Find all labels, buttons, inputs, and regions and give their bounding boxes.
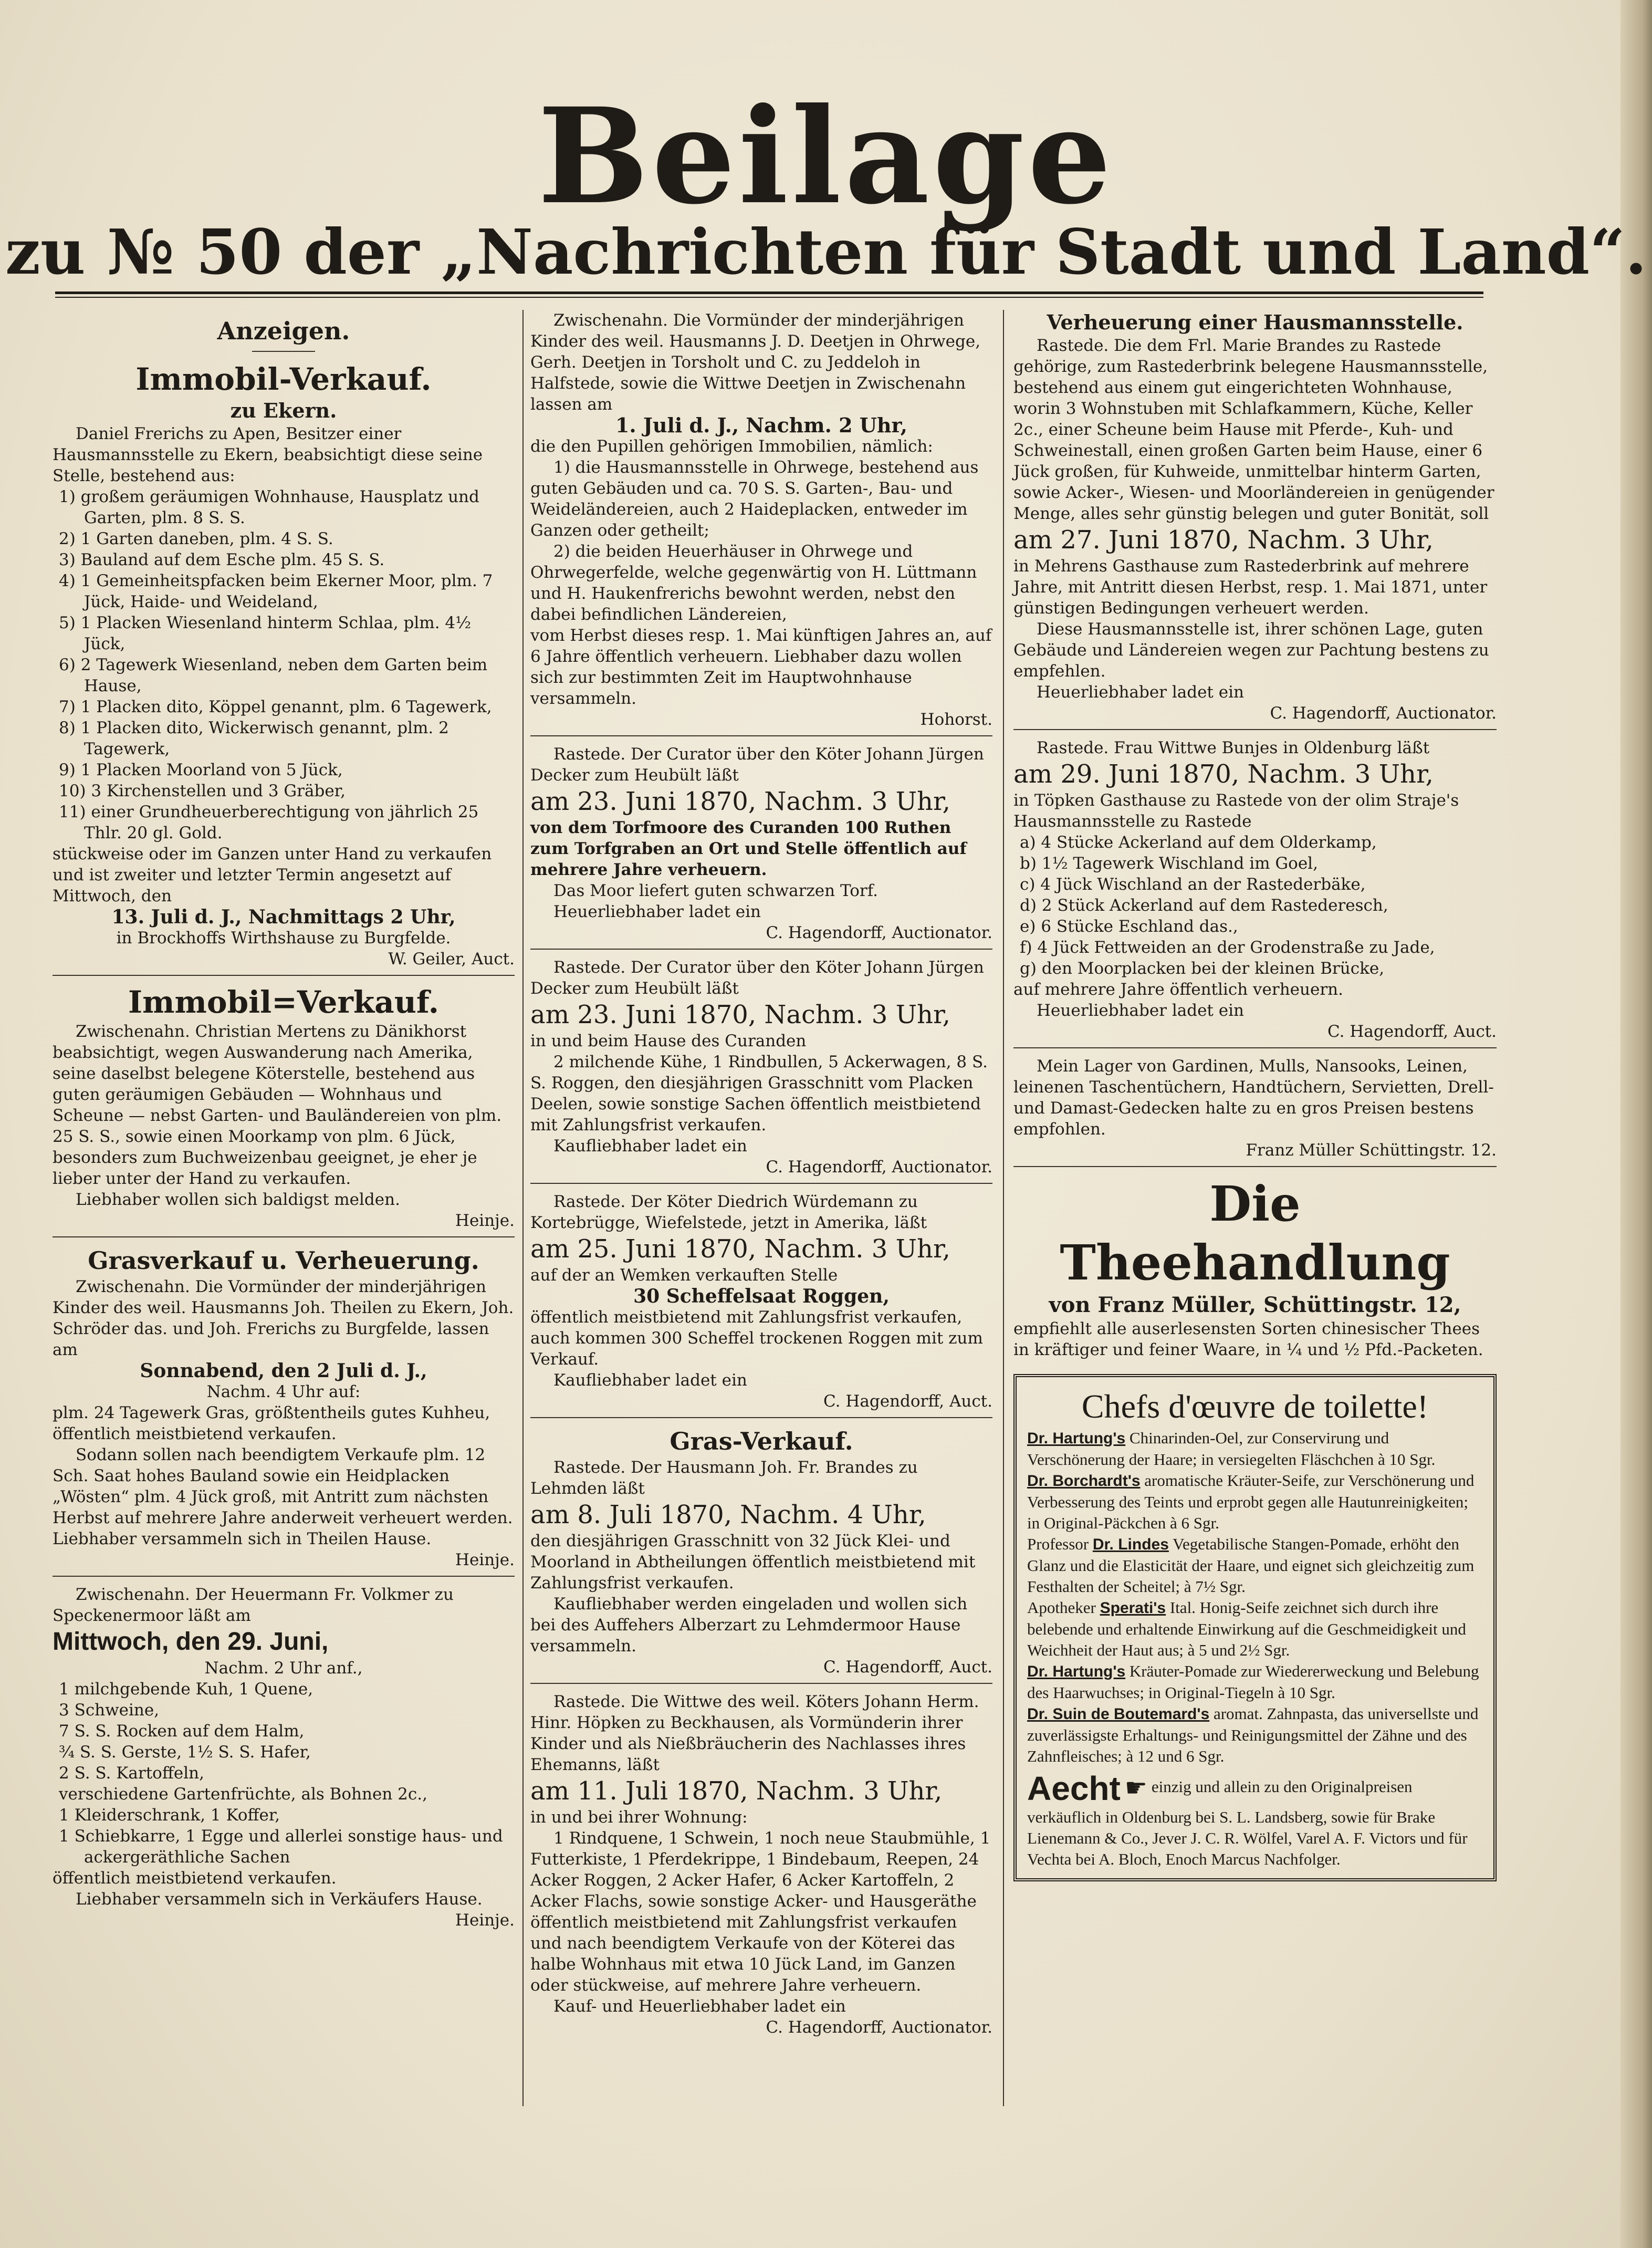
ad-text: 1) die Hausmannsstelle in Ohrwege, bestehend aus guten Gebäuden und ca. 70 S. S. Garten-, Bau- und Weideländereien, auch 2 Haideplacken, entweder im Ganzen oder getheilt; xyxy=(530,458,979,540)
ad-text: in und bei ihrer Wohnung: xyxy=(530,1808,748,1827)
ad-title: Immobil-Verkauf. xyxy=(135,361,432,397)
ad-text: Rastede. Der Curator über den Köter Johann Jürgen Decker zum Heubült läßt xyxy=(530,745,984,785)
product-name: Dr. Suin de Boutemard's xyxy=(1027,1705,1210,1723)
section-heading-anzeigen: Anzeigen. xyxy=(217,317,350,345)
ad-text: öffentlich meistbietend mit Zahlungsfrist verkaufen, auch kommen 300 Scheffel trockenen Roggen mit zum Verkauf. xyxy=(530,1308,983,1369)
ad-text: Mein Lager von Gardinen, Mulls, Nansooks, Leinen, leinenen Taschentüchern, Handtüchern, Servietten, Drell- und Damast-Gedecken halte zu en gros Preisen bestens empfohlen. xyxy=(1013,1057,1494,1139)
column-divider xyxy=(522,310,524,2106)
ad-chefs-doeuvre-box xyxy=(1013,1374,1497,1881)
ad-immobil-verkauf-daenikhorst xyxy=(53,983,515,1237)
ad-text: Heuerliebhaber ladet ein xyxy=(553,902,761,921)
ad-text: Nachm. 4 Uhr auf: xyxy=(206,1382,361,1401)
masthead-subtitle: zu № 50 der „Nachrichten für Stadt und Land“. xyxy=(5,215,1647,288)
ad-text: Heuerliebhaber ladet ein xyxy=(1037,683,1244,702)
ad-text: Sodann sollen nach beendigtem Verkaufe plm. 12 Sch. Saat hohes Bauland sowie ein Heidplacken „Wösten“ plm. 4 Jück groß, mit Antritt zum nächsten Herbst auf mehrere Jahre anderweit verheuert werden. Liebhaber versammeln sich in Theilen Hause. xyxy=(53,1445,513,1548)
ad-text: Das Moor liefert guten schwarzen Torf. xyxy=(553,881,878,900)
list-item: 1 Schiebkarre, 1 Egge und allerlei sonstige haus- und ackergeräthliche Sachen xyxy=(59,1827,503,1867)
list-item: g) den Moorplacken bei der kleinen Brücke, xyxy=(1020,959,1385,978)
ad-mittwoch-verkauf xyxy=(53,1584,515,1931)
ad-text: Kaufliebhaber werden eingeladen und wollen sich bei des Auffehers Alberzart zu Lehmdermoor Hause versammeln. xyxy=(530,1595,968,1656)
ad-verheuerung-bunjes xyxy=(1013,737,1497,1048)
ad-text: 2 milchende Kühe, 1 Rindbullen, 5 Ackerwagen, 8 S. S. Roggen, den diesjährigen Grasschnitt vom Placken Deelen, sowie sonstige Sachen öffentlich meistbietend mit Zahlungsfrist verkaufen. xyxy=(530,1053,988,1135)
column-3 xyxy=(1013,310,1497,1881)
ad-signature: C. Hagendorff, Auctionator. xyxy=(766,2018,992,2037)
ad-signature: Hohorst. xyxy=(920,710,992,729)
divider xyxy=(252,351,315,352)
ad-title: Immobil=Verkauf. xyxy=(128,984,439,1020)
ad-title: Grasverkauf u. Verheuerung. xyxy=(88,1246,479,1275)
masthead-rule xyxy=(55,292,1483,294)
ad-date: am 25. Juni 1870, Nachm. 3 Uhr, xyxy=(530,1234,950,1264)
list-item: 1 Kleiderschrank, 1 Koffer, xyxy=(59,1806,280,1825)
ad-text: Zwischenahn. Christian Mertens zu Dänikhorst beabsichtigt, wegen Auswanderung nach Amerika, seine daselbst belegene Köterstelle, bestehend aus guten geräumigen Gebäuden — Wohnhaus und Scheune — nebst Garten- und Bauländereien von plm. 25 S. S., sowie einen Moorkamp von plm. 6 Jück, besonders zum Buchweizenbau geeignet, je eher je lieber unter der Hand zu verkaufen. xyxy=(53,1022,502,1188)
ad-text: den diesjährigen Grasschnitt von 32 Jück Klei- und Moorland in Abtheilungen öffentlich meistbietend mit Zahlungsfrist verkaufen. xyxy=(530,1532,976,1593)
ad-signature: C. Hagendorff, Auct. xyxy=(823,1658,992,1677)
product-name: Dr. Hartung's xyxy=(1027,1430,1126,1447)
ad-text: 1 Rindquene, 1 Schwein, 1 noch neue Staubmühle, 1 Futterkiste, 1 Pferdekrippe, 1 Bindebaum, Reepen, 24 Acker Roggen, 2 Acker Hafer, 6 Acker Kartoffeln, 2 Acker Flachs, sowie sonstige Acker- und Hausgeräthe öffentlich meistbietend mit Zahlungsfrist verkaufen und nach beendigtem Verkaufe von der Köterei das halbe Wohnhaus mit etwa 10 Jück Land, im Ganzen oder stückweise, auf mehrere Jahre verheuern. xyxy=(530,1829,991,1995)
ad-hoepken xyxy=(530,1691,992,2038)
ad-text: Rastede. Der Curator über den Köter Johann Jürgen Decker zum Heubült läßt xyxy=(530,958,984,998)
ad-title: Verheuerung einer Hausmannsstelle. xyxy=(1047,310,1463,334)
ad-date: 13. Juli d. J., Nachmittags 2 Uhr, xyxy=(111,906,456,928)
list-item: 8) 1 Placken dito, Wickerwisch genannt, plm. 2 Tagewerk, xyxy=(59,719,449,758)
ad-subtitle: von Franz Müller, Schüttingstr. 12, xyxy=(1049,1293,1461,1317)
page-binding-edge xyxy=(1620,0,1652,2248)
ad-text: aromat. Zahnpasta, das universellste und zuverlässigste Erhaltungs- und Reinigungsmittel der Zähne und des Zahnfleisches; à 12 und 6 Sgr. xyxy=(1027,1704,1479,1765)
ad-date: am 27. Juni 1870, Nachm. 3 Uhr, xyxy=(1013,525,1434,555)
pointing-hand-icon: ☛ xyxy=(1124,1774,1147,1802)
ad-signature: C. Hagendorff, Auctionator. xyxy=(766,923,992,942)
ad-text: Kräuter-Pomade zur Wiedererweckung und Belebung des Haarwuchses; in Original-Tiegeln à 10 Sgr. xyxy=(1027,1662,1479,1702)
list-item: 7 S. S. Rocken auf dem Halm, xyxy=(59,1722,305,1741)
ad-text: die den Pupillen gehörigen Immobilien, nämlich: xyxy=(530,437,933,456)
list-item: b) 1½ Tagewerk Wischland im Goel, xyxy=(1020,854,1318,873)
ad-text: 30 Scheffelsaat Roggen, xyxy=(633,1285,890,1307)
list-item: a) 4 Stücke Ackerland auf dem Olderkamp, xyxy=(1020,833,1377,852)
ad-text: vom Herbst dieses resp. 1. Mai künftigen Jahres an, auf 6 Jahre öffentlich verheuern. Liebhaber dazu wollen sich zur bestimmten Zeit im Hauptwohnhause versammeln. xyxy=(530,626,992,708)
ad-signature: C. Hagendorff, Auctionator. xyxy=(766,1158,992,1177)
list-item: 4) 1 Gemeinheitspfacken beim Ekerner Moor, plm. 7 Jück, Haide- und Weideland, xyxy=(59,571,493,611)
ad-text: stückweise oder im Ganzen unter Hand zu verkaufen und ist zweiter und letzter Termin angesetzt auf Mittwoch, den xyxy=(53,845,492,906)
ad-title: Chefs d'œuvre de toilette! xyxy=(1081,1388,1429,1425)
ad-signature: Heinje. xyxy=(455,1211,515,1230)
ad-deetjen xyxy=(530,310,992,736)
list-item: 2) 1 Garten daneben, plm. 4 S. S. xyxy=(59,529,333,548)
list-item: 2 S. S. Kartoffeln, xyxy=(59,1764,204,1783)
list-item: 3 Schweine, xyxy=(59,1701,160,1720)
ad-immobil-verkauf-ekern xyxy=(53,360,515,976)
list-item: d) 2 Stück Ackerland auf dem Rastederesch, xyxy=(1020,896,1388,915)
ad-text: 2) die beiden Heuerhäuser in Ohrwege und Ohrwegerfelde, welche gegenwärtig von H. Lüttmann und H. Haukenfrerichs bewohnt werden, nebst den dabei befindlichen Ländereien, xyxy=(530,542,977,624)
ad-signature: C. Hagendorff, Auctionator. xyxy=(1270,704,1497,723)
ad-text: Rastede. Der Hausmann Joh. Fr. Brandes zu Lehmden läßt xyxy=(530,1458,918,1498)
ad-date: Sonnabend, den 2 Juli d. J., xyxy=(140,1360,427,1382)
ad-franz-mueller-lager xyxy=(1013,1056,1497,1167)
list-item: 3) Bauland auf dem Esche plm. 45 S. S. xyxy=(59,550,385,569)
ad-place: zu Ekern. xyxy=(230,399,337,422)
ad-text: Daniel Frerichs zu Apen, Besitzer einer Hausmannsstelle zu Ekern, beabsichtigt diese seine Stelle, bestehend aus: xyxy=(53,424,483,485)
ad-signature: C. Hagendorff, Auct. xyxy=(823,1392,992,1411)
product-name: Dr. Lindes xyxy=(1092,1536,1169,1553)
ad-text: in und beim Hause des Curanden xyxy=(530,1032,807,1050)
ad-text: Liebhaber wollen sich baldigst melden. xyxy=(76,1190,400,1209)
masthead-title: Beilage xyxy=(537,79,1115,233)
ad-date: Mittwoch, den 29. Juni, xyxy=(53,1628,329,1656)
ad-signature: Heinje. xyxy=(455,1911,515,1930)
ad-kuehe xyxy=(530,957,992,1184)
ad-date: 1. Juli d. J., Nachm. 2 Uhr, xyxy=(615,413,908,437)
ad-text: plm. 24 Tagewerk Gras, größtentheils gutes Kuhheu, öffentlich meistbietend verkaufen. xyxy=(53,1403,490,1443)
ad-roggen xyxy=(530,1191,992,1418)
list-item: 6) 2 Tagewerk Wiesenland, neben dem Garten beim Hause, xyxy=(59,655,488,695)
ad-text: Vegetabilische Stangen-Pomade, erhöht den Glanz und die Elasticität der Haare, und eignet sich gleichzeitig zum Festhalten der Scheitel; à 7½ Sgr. xyxy=(1027,1535,1475,1596)
list-item: 10) 3 Kirchenstellen und 3 Gräber, xyxy=(59,782,346,800)
ad-text: Ital. Honig-Seife zeichnet sich durch ihre belebende und erhaltende Einwirkung auf die Geschmeidigkeit und Weichheit der Haut aus; à 5 und 2½ Sgr. xyxy=(1027,1598,1466,1659)
ad-text: Rastede. Die Wittwe des weil. Köters Johann Herm. Hinr. Höpken zu Beckhausen, als Vormünderin ihrer Kinder und als Nießbräucherin des Nachlasses ihres Ehemanns, läßt xyxy=(530,1692,979,1774)
ad-date: am 11. Juli 1870, Nachm. 3 Uhr, xyxy=(530,1776,943,1806)
ad-text: Apotheker xyxy=(1027,1598,1100,1617)
ad-text: Professor xyxy=(1027,1535,1093,1553)
list-item: verschiedene Gartenfrüchte, als Bohnen 2c., xyxy=(59,1785,427,1804)
ad-text: Nachm. 2 Uhr anf., xyxy=(204,1659,363,1678)
ad-text: von dem Torfmoore des Curanden 100 Ruthen zum Torfgraben an Ort und Stelle öffentlich auf mehrere Jahre verheuern. xyxy=(530,818,967,879)
list-item: c) 4 Jück Wischland an der Rastederbäke, xyxy=(1020,875,1366,894)
ad-text: empfiehlt alle auserlesensten Sorten chinesischer Thees in kräftiger und feiner Waare, in ¼ und ½ Pfd.-Packeten. xyxy=(1013,1319,1483,1359)
product-name: Sperati's xyxy=(1100,1599,1166,1617)
ad-text: Heuerliebhaber ladet ein xyxy=(1037,1001,1244,1020)
ad-text: in Brockhoffs Wirthshause zu Burgfelde. xyxy=(116,929,451,948)
ad-verheuerung-hausmannsstelle xyxy=(1013,310,1497,730)
list-item: 7) 1 Placken dito, Köppel genannt, plm. 6 Tagewerk, xyxy=(59,698,492,716)
ad-grasverkauf xyxy=(53,1245,515,1577)
ad-text: auf der an Wemken verkauften Stelle xyxy=(530,1266,838,1285)
ad-date: am 8. Juli 1870, Nachm. 4 Uhr, xyxy=(530,1500,926,1529)
ad-text: Kaufliebhaber ladet ein xyxy=(553,1137,747,1156)
list-item: 1 milchgebende Kuh, 1 Quene, xyxy=(59,1680,313,1699)
aecht-label: Aecht xyxy=(1027,1770,1121,1807)
ad-text: Zwischenahn. Die Vormünder der minderjährigen Kinder des weil. Hausmanns J. D. Deetjen in Ohrwege, Gerh. Deetjen in Torsholt und C. zu Jeddeloh in Halfstede, sowie die Wittwe Deetjen in Zwischenahn lassen am xyxy=(530,311,981,414)
ad-text: Kaufliebhaber ladet ein xyxy=(553,1371,747,1390)
ad-text: Rastede. Die dem Frl. Marie Brandes zu Rastede gehörige, zum Rastederbrink belegene Hausmannsstelle, bestehend aus einem gut eingerichteten Wohnhause, worin 3 Wohnstuben mit Schlafkammern, Küche, Keller 2c., einer Scheune beim Hause mit Pferde-, Kuh- und Schweinestall, einen großen Garten beim Hause, einer 6 Jück großen, für Kuhweide, unmittelbar hinterm Garten, sowie Acker-, Wiesen- und Moorländereien in genügender Menge, alles sehr günstig belegen und guter Bonität, soll xyxy=(1013,336,1494,523)
column-1 xyxy=(53,310,515,1931)
ad-text: einzig und allein zu den Originalpreisen verkäuflich in Oldenburg bei S. L. Landsberg, sowie für Brake Lienemann & Co., Jever J. C. R. Wölfel, Varel A. F. Victors und für Vechta bei A. Bloch, Enoch Marcus Nachfolger. xyxy=(1027,1777,1468,1868)
ad-title: Die Theehandlung xyxy=(1060,1175,1450,1291)
ad-text: aromatische Kräuter-Seife, zur Verschönerung und Verbesserung des Teints und erprobt gegen alle Hautunreinigkeiten; in Original-Päckchen à 6 Sgr. xyxy=(1027,1471,1475,1532)
ad-text: öffentlich meistbietend verkaufen. xyxy=(53,1869,337,1888)
list-item: 9) 1 Placken Moorland von 5 Jück, xyxy=(59,761,343,779)
list-item: 11) einer Grundheuerberechtigung von jährlich 25 Thlr. 20 gl. Gold. xyxy=(59,803,479,842)
ad-text: in Mehrens Gasthause zum Rastederbrink auf mehrere Jahre, mit Antritt diesen Herbst, resp. 1. Mai 1871, unter günstigen Bedingungen verheuert werden. xyxy=(1013,557,1488,618)
ad-theehandlung xyxy=(1013,1174,1497,1360)
list-item: 1) großem geräumigen Wohnhause, Hausplatz und Garten, plm. 8 S. S. xyxy=(59,487,479,527)
product-name: Dr. Borchardt's xyxy=(1027,1472,1141,1490)
ad-signature: Heinje. xyxy=(455,1550,515,1569)
column-divider xyxy=(1003,310,1004,2106)
ad-text: Rastede. Der Köter Diedrich Würdemann zu Kortebrügge, Wiefelstede, jetzt in Amerika, läßt xyxy=(530,1192,927,1232)
ad-date: am 23. Juni 1870, Nachm. 3 Uhr, xyxy=(530,787,950,816)
ad-text: Liebhaber versammeln sich in Verkäufers Hause. xyxy=(76,1890,483,1909)
ad-text: auf mehrere Jahre öffentlich verheuern. xyxy=(1013,980,1343,999)
masthead-rule-thin xyxy=(55,297,1483,298)
ad-text: Kauf- und Heuerliebhaber ladet ein xyxy=(553,1997,846,2016)
ad-torfgraben xyxy=(530,744,992,950)
ad-signature: W. Geiler, Auct. xyxy=(388,950,515,969)
list-item: f) 4 Jück Fettweiden an der Grodenstraße zu Jade, xyxy=(1020,938,1435,957)
ad-text: Chinarinden-Oel, zur Conservirung und Verschönerung der Haare; in versiegelten Fläschchen à 10 Sgr. xyxy=(1027,1429,1436,1469)
product-name: Dr. Hartung's xyxy=(1027,1663,1126,1680)
ad-text: Zwischenahn. Die Vormünder der minderjährigen Kinder des weil. Hausmanns Joh. Theilen zu Ekern, Joh. Schröder das. und Joh. Frerichs zu Burgfelde, lassen am xyxy=(53,1277,514,1359)
ad-text: Rastede. Frau Wittwe Bunjes in Oldenburg läßt xyxy=(1037,738,1430,757)
ad-text: in Töpken Gasthause zu Rastede von der olim Straje's Hausmannsstelle zu Rastede xyxy=(1013,791,1459,831)
ad-gras-verkauf xyxy=(530,1425,992,1684)
list-item: 5) 1 Placken Wiesenland hinterm Schlaa, plm. 4½ Jück, xyxy=(59,613,472,653)
ad-text: Zwischenahn. Der Heuermann Fr. Volkmer zu Speckenermoor läßt am xyxy=(53,1585,454,1625)
column-2 xyxy=(530,310,992,2038)
ad-signature: C. Hagendorff, Auct. xyxy=(1327,1022,1497,1041)
ad-date: am 23. Juni 1870, Nachm. 3 Uhr, xyxy=(530,1000,950,1029)
list-item: e) 6 Stücke Eschland das., xyxy=(1020,917,1238,936)
ad-date: am 29. Juni 1870, Nachm. 3 Uhr, xyxy=(1013,759,1434,789)
ad-text: Diese Hausmannsstelle ist, ihrer schönen Lage, guten Gebäude und Ländereien wegen zur Pachtung bestens zu empfehlen. xyxy=(1013,620,1489,681)
list-item: ¾ S. S. Gerste, 1½ S. S. Hafer, xyxy=(59,1743,311,1762)
ad-signature: Franz Müller Schüttingstr. 12. xyxy=(1246,1141,1497,1160)
ad-title: Gras-Verkauf. xyxy=(670,1427,853,1455)
